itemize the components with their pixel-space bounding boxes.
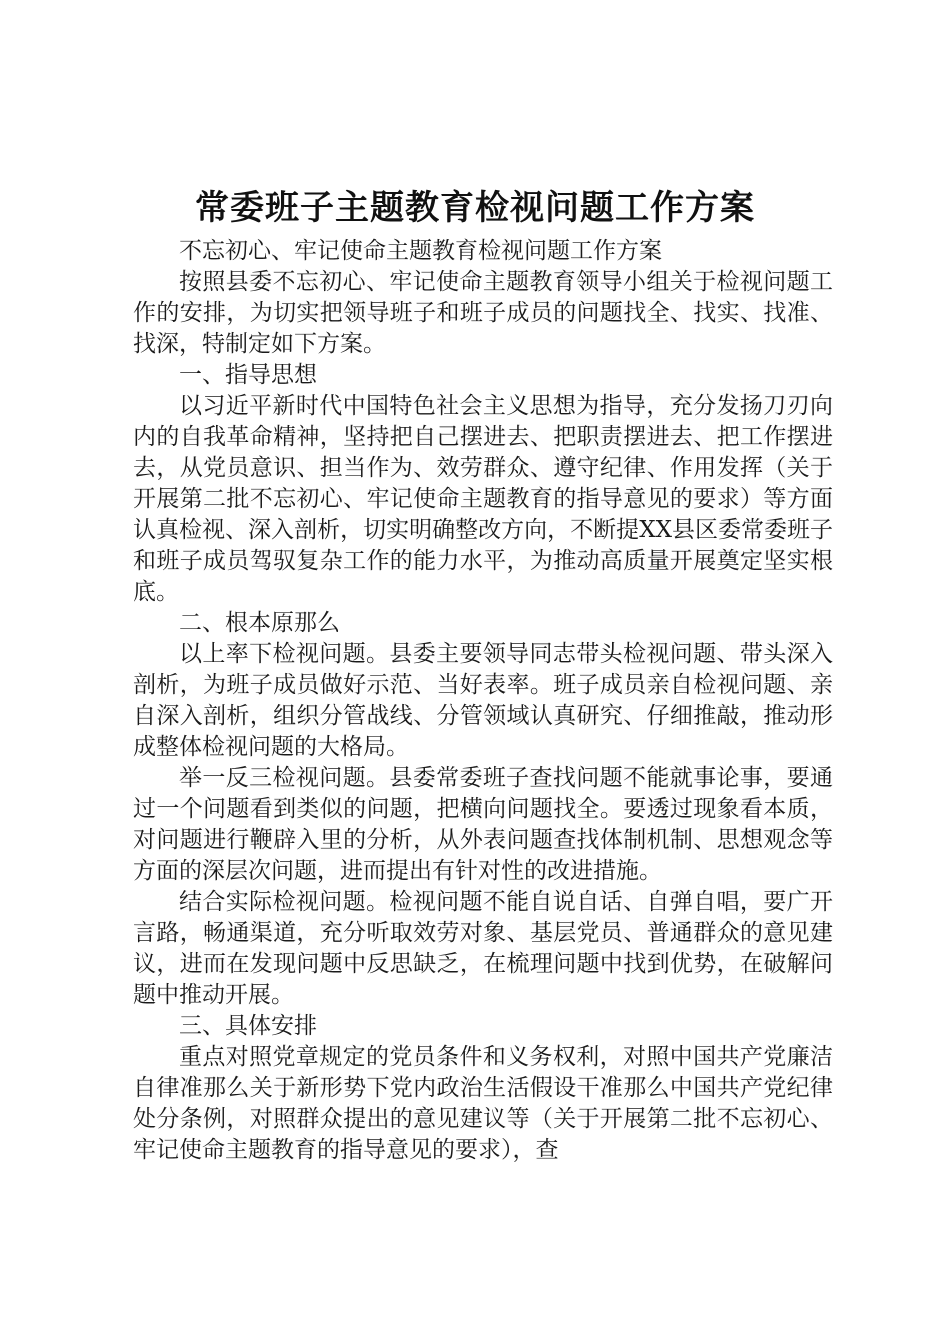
paragraph-principle-1: 以上率下检视问题。县委主要领导同志带头检视问题、带头深入剖析，为班子成员做好示范、当好表率。班子成员亲自检视问题、亲自深入剖析，组织分管战线、分管领域认真研究、仔细推敲，推动形成整体检视问题的大格局。 xyxy=(133,641,833,760)
paragraph-guiding-thought: 以习近平新时代中国特色社会主义思想为指导，充分发扬刀刃向内的自我革命精神，坚持把自己摆进去、把职责摆进去、把工作摆进去，从党员意识、担当作为、效劳群众、遵守纪律、作用发挥（关于开展第二批不忘初心、牢记使命主题教育的指导意见的要求）等方面认真检视、深入剖析，切实明确整改方向，不断提XX县区委常委班子和班子成员驾驭复杂工作的能力水平，为推动高质量开展奠定坚实根底。 xyxy=(133,393,833,605)
section-heading-3: 三、具体安排 xyxy=(179,1013,317,1039)
paragraph-subtitle: 不忘初心、牢记使命主题教育检视问题工作方案 xyxy=(179,238,662,264)
paragraph-arrangement: 重点对照党章规定的党员条件和义务权利，对照中国共产党廉洁自律准那么关于新形势下党内政治生活假设干准那么中国共产党纪律处分条例，对照群众提出的意见建议等（关于开展第二批不忘初心、牢记使命主题教育的指导意见的要求），查 xyxy=(133,1044,833,1163)
document-title: 常委班子主题教育检视问题工作方案 xyxy=(195,188,755,228)
paragraph-principle-2: 举一反三检视问题。县委常委班子查找问题不能就事论事，要通过一个问题看到类似的问题，把横向问题找全。要透过现象看本质，对问题进行鞭辟入里的分析，从外表问题查找体制机制、思想观念等方面的深层次问题，进而提出有针对性的改进措施。 xyxy=(133,765,833,884)
section-heading-1: 一、指导思想 xyxy=(179,362,317,388)
paragraph-principle-3: 结合实际检视问题。检视问题不能自说自话、自弹自唱，要广开言路，畅通渠道，充分听取效劳对象、基层党员、普通群众的意见建议，进而在发现问题中反思缺乏，在梳理问题中找到优势，在破解问题中推动开展。 xyxy=(133,889,833,1008)
section-heading-2: 二、根本原那么 xyxy=(179,610,340,636)
document-body xyxy=(133,236,833,1166)
paragraph-intro: 按照县委不忘初心、牢记使命主题教育领导小组关于检视问题工作的安排，为切实把领导班子和班子成员的问题找全、找实、找准、找深，特制定如下方案。 xyxy=(133,269,833,357)
